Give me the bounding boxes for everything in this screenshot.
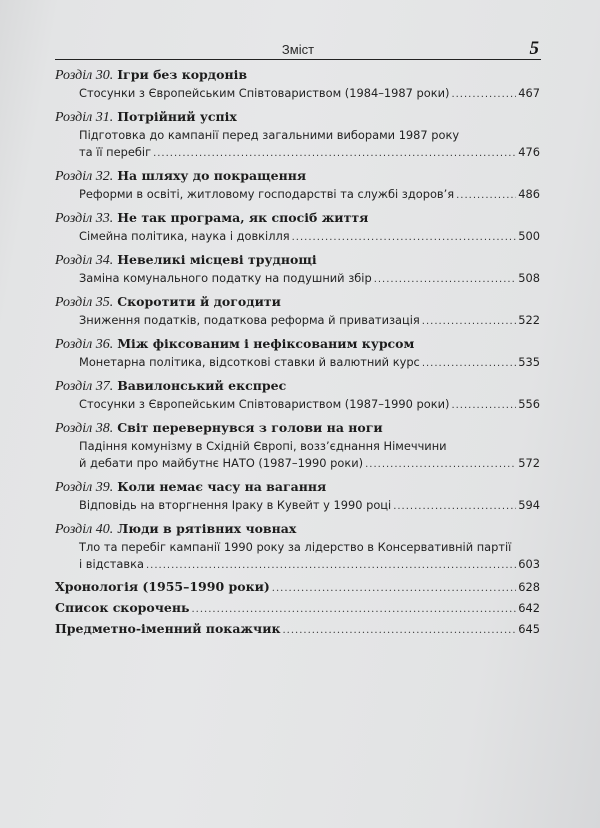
chapter-subtitle: Зниження податків, податкова реформа й приватизація ..... 522 [55,312,540,330]
chapter-label: Розділ 38. [55,421,114,436]
page-ref: 535 [518,355,540,369]
dot-leader [422,355,516,372]
chapter-subtitle: та її перебіг ..... 476 [55,144,540,162]
chapter-subtitle: Стосунки з Європейським Співтовариством (1987–1990 роки) ..... 556 [55,396,540,414]
toc-entry-chapter-33 [55,209,540,246]
page-ref: 467 [518,86,540,100]
toc-entry-chapter-38 [55,419,540,473]
page-ref: 486 [518,187,540,201]
chapter-subtitle: Реформи в освіті, житловому господарстві та службі здоров’я ..... 486 [55,186,540,204]
page-number: 5 [529,38,539,59]
table-of-contents [55,66,540,642]
running-title: Зміст [281,42,315,57]
dot-leader [272,583,516,594]
page-ref: 628 [518,580,540,594]
dot-leader [153,145,516,162]
chapter-subtitle: Монетарна політика, відсоткові ставки й валютний курс ..... 535 [55,354,540,372]
toc-entry-chapter-32 [55,167,540,204]
page-ref: 594 [518,498,540,512]
chapter-label: Розділ 33. [55,211,114,226]
dot-leader [451,397,516,414]
toc-entry-chapter-39 [55,478,540,515]
toc-entry-chapter-35 [55,293,540,330]
dot-leader [422,313,516,330]
page-ref: 500 [518,229,540,243]
chapter-title: Потрійний успіх [117,109,237,124]
page-ref: 572 [518,456,540,470]
page-header [55,40,541,60]
chapter-title: Світ перевернувся з голови на ноги [117,420,383,435]
chapter-label: Розділ 40. [55,522,114,537]
toc-entry-index: Предметно-іменний покажчик ..... 645 [55,621,540,636]
chapter-title: Вавилонський експрес [117,378,287,393]
chapter-title: Невеликі місцеві труднощі [117,252,317,267]
chapter-label: Розділ 32. [55,169,114,184]
chapter-subtitle-line: Тло та перебіг кампанії 1990 року за лідерство в Консервативній партії [79,540,512,554]
dot-leader [456,187,516,204]
page-ref: 603 [518,557,540,571]
chapter-title: Між фіксованим і нефіксованим курсом [117,336,415,351]
chapter-subtitle: Заміна комунального податку на подушний збір ..... 508 [55,270,540,288]
toc-entry-chapter-30 [55,66,540,103]
chapter-title: Скоротити й догодити [117,294,281,309]
chapter-title: На шляху до покращення [117,168,307,183]
chapter-title: Люди в рятівних човнах [117,521,297,536]
chapter-label: Розділ 39. [55,480,114,495]
chapter-title: Не так програма, як спосіб життя [117,210,369,225]
chapter-label: Розділ 30. [55,68,114,83]
page-ref: 508 [518,271,540,285]
page-ref: 522 [518,313,540,327]
toc-entry-chapter-36 [55,335,540,372]
toc-entry-abbreviations: Список скорочень ..... 642 [55,600,540,615]
chapter-label: Розділ 36. [55,337,114,352]
page-ref: 642 [518,601,540,615]
dot-leader [192,604,517,615]
dot-leader [451,86,516,103]
dot-leader [283,625,517,636]
chapter-subtitle: і відставка ..... 603 [55,556,540,574]
chapter-subtitle: Стосунки з Європейським Співтовариством (1984–1987 роки) ..... 467 [55,85,540,103]
dot-leader [374,271,517,288]
toc-entry-chapter-37 [55,377,540,414]
chapter-subtitle: й дебати про майбутнє НАТО (1987–1990 роки) ..... 572 [55,455,540,473]
dot-leader [146,557,516,574]
chapter-label: Розділ 34. [55,253,114,268]
page-ref: 645 [518,622,540,636]
toc-entry-chapter-31 [55,108,540,162]
toc-entry-chapter-40 [55,520,540,574]
page-ref: 476 [518,145,540,159]
toc-entry-chapter-34 [55,251,540,288]
chapter-label: Розділ 37. [55,379,114,394]
chapter-title: Коли немає часу на вагання [117,479,327,494]
page-ref: 556 [518,397,540,411]
chapter-title: Ігри без кордонів [117,67,248,82]
chapter-subtitle: Сімейна політика, наука і довкілля ..... 500 [55,228,540,246]
chapter-subtitle-line: Падіння комунізму в Східній Європі, возз’єднання Німеччини [79,439,447,453]
dot-leader [292,229,517,246]
chapter-label: Розділ 31. [55,110,114,125]
dot-leader [365,456,516,473]
chapter-subtitle: Відповідь на вторгнення Іраку в Кувейт у 1990 році ..... 594 [55,497,540,515]
chapter-subtitle-line: Підготовка до кампанії перед загальними виборами 1987 року [79,128,460,142]
toc-entry-chronology: Хронологія (1955–1990 роки) ..... 628 [55,579,540,594]
dot-leader [393,498,516,515]
chapter-label: Розділ 35. [55,295,114,310]
